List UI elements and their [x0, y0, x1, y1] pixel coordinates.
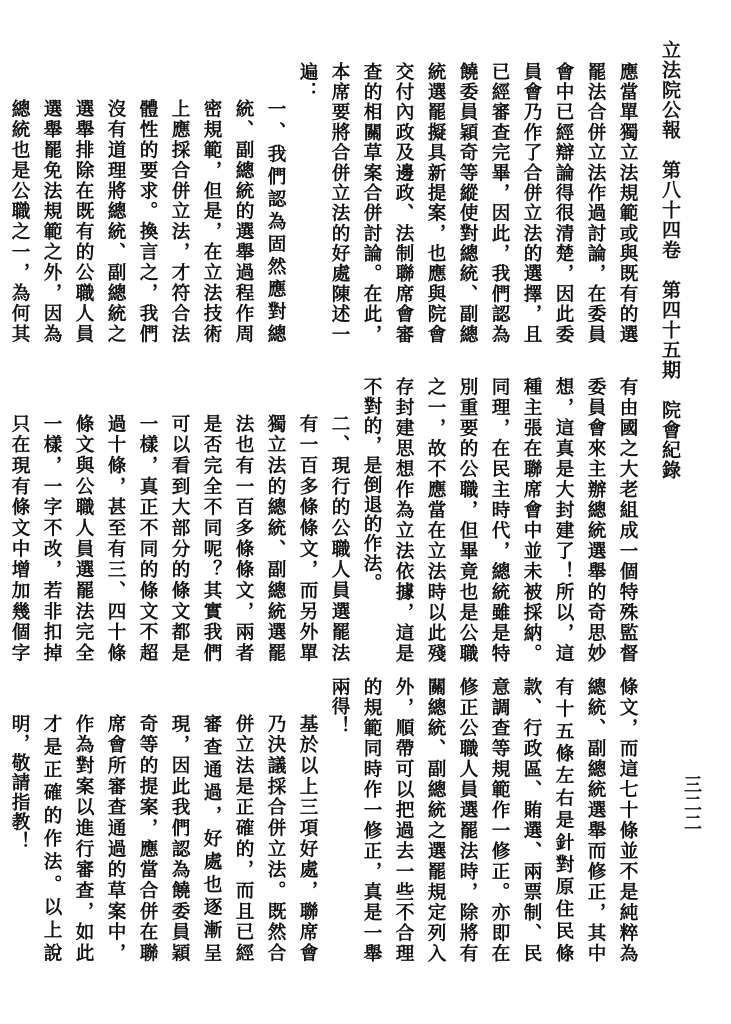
- upper-paragraph: 一、我們認為固然應對總統、副總統的選舉過程作周密規範，但是，在立法技術上應採合併立法，才符合法體性的要求。換言之，我們沒有道理將總統、副總統之選舉排除在既有的公職人員選舉罷免法規範之外，因為總統也是公職之一，為何其: [9, 99, 286, 344]
- middle-paragraph: 二、現行的公職人員選罷法有一百多條條文，而另外單獨立法的總統、副總統選罷法也有一百多條條文，兩者是否完全不同呢？其實我們可以看到大部分的條文都是一樣，真正不同的條文不超過十條，甚至有三、四十條條文與公職人員選罷法完全一樣，一字不改，若非扣掉只在現有條文中增加幾個字: [9, 414, 350, 663]
- upper-text-block: [9, 62, 643, 344]
- middle-paragraph: 有由國之大老組成一個特殊監督委員會來主辦總統選舉的奇思妙想，這真是大封建了！所以，這種主張在聯席會中並未被採納。同理，在民主時代，總統雖是特別重要的公職，但畢竟也是公職之一，故不應當在立法時以此殘存封建思想作為立法依據，這是不對的，是倒退的作法。: [361, 377, 638, 663]
- journal-header: 立法院公報 第八十四卷 第四十五期 院會紀錄: [659, 40, 681, 480]
- page-number: 三二二: [681, 775, 702, 832]
- middle-text-block: [9, 377, 643, 663]
- lower-paragraph: 條文，而這七十條並不是純粹為總統、副總統選舉而修正，其中有十五條左右是針對原住民條款、行政區、賄選、兩票制、民意調查等規範作一修正。亦即在修正公職人員選罷法時，除將有關總統、副總統之選罷規定列入外，順帶可以把過去一些不合理的規範同時作一修正，真是一舉兩得！: [329, 677, 638, 963]
- lower-paragraph: 基於以上三項好處，聯席會乃決議採合併立法。既然合併立法是正確的，而且已經審查通過，好處也逐漸呈現，因此我們認為饒委員穎奇等的提案，應當合併在聯席會所審查通過的草案中，作為對案以進行審查，如此才是正確的作法。以上說明，敬請指教！: [9, 714, 318, 963]
- upper-paragraph: 應當單獨立法規範或與既有的選罷法合併立法作過討論，在委員會中已經辯論得很清楚，因此委員會乃作了合併立法的選擇，且已經審查完畢，因此，我們認為饒委員穎奇等縱使對總統、副總統選罷擬具新提案，也應與院會交付內政及邊政、法制聯席會審查的相關草案合併討論。在此，本席要將合併立法的好處陳述一遍：: [297, 62, 638, 344]
- lower-text-block: [9, 677, 643, 963]
- lower-paragraph: [0, 677, 3, 963]
